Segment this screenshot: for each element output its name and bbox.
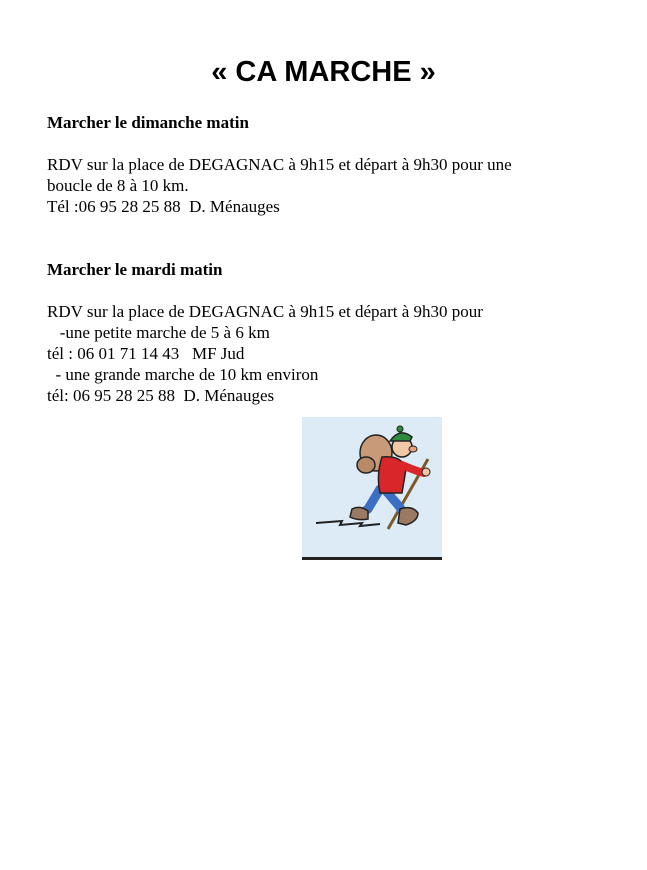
tuesday-long-walk: - une grande marche de 10 km environ	[47, 365, 319, 384]
sunday-line-1: RDV sur la place de DEGAGNAC à 9h15 et départ à 9h30 pour une	[47, 155, 512, 174]
hiker-illustration	[302, 417, 442, 560]
section-heading-tuesday: Marcher le mardi matin	[47, 260, 223, 279]
sunday-contact: Tél :06 95 28 25 88 D. Ménauges	[47, 197, 280, 216]
tuesday-long-contact: tél: 06 95 28 25 88 D. Ménauges	[47, 386, 275, 405]
section-heading-sunday: Marcher le dimanche matin	[47, 113, 249, 132]
tuesday-short-walk: -une petite marche de 5 à 6 km	[47, 323, 270, 342]
page-title: « CA MARCHE »	[211, 56, 436, 88]
hiker-icon	[302, 417, 442, 560]
tuesday-line-1: RDV sur la place de DEGAGNAC à 9h15 et départ à 9h30 pour	[47, 302, 483, 321]
tuesday-short-contact: tél : 06 01 71 14 43 MF Jud	[47, 344, 245, 363]
sunday-line-2: boucle de 8 à 10 km.	[47, 176, 189, 195]
